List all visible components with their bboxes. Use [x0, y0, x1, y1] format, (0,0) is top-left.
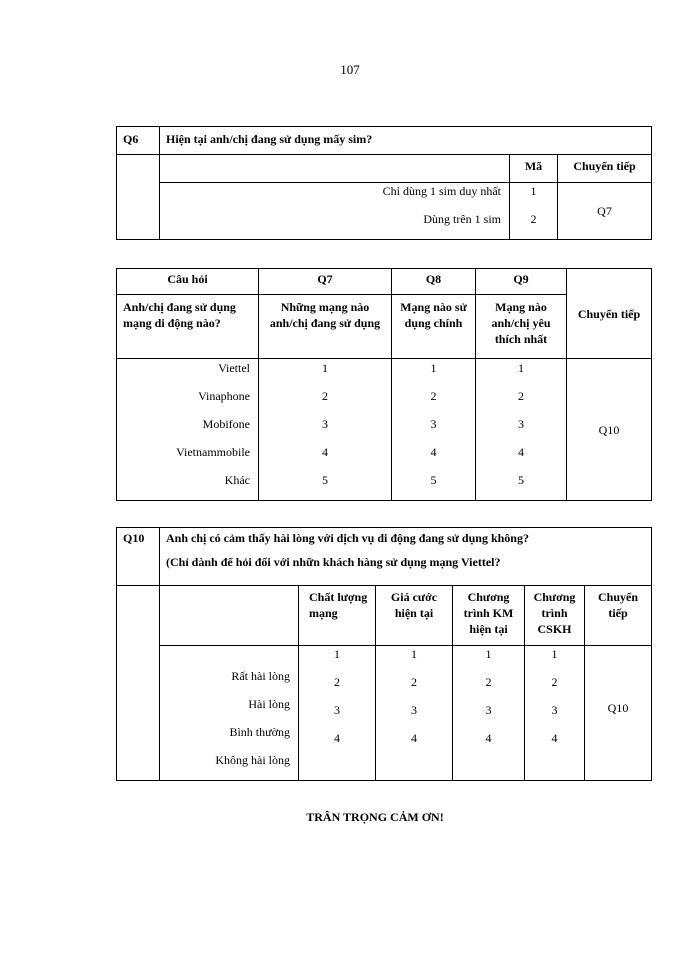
q6-option-2: Dùng trên 1 sim	[423, 212, 501, 226]
q6-col-next: Chuyển tiếp	[558, 155, 652, 183]
q7-code: 3	[322, 417, 328, 431]
q10-table	[116, 527, 652, 781]
q10-codes-promo	[453, 646, 525, 781]
q6-blank	[117, 155, 160, 240]
network-vietnammobile: Vietnammobile	[176, 445, 250, 459]
q10-header-blank	[160, 586, 299, 646]
level-very-satisfied: Rất hài lòng	[231, 669, 290, 683]
q10-code: 4	[334, 731, 340, 745]
q6-code-1: 1	[530, 184, 537, 198]
q79-networks	[117, 359, 259, 501]
q7-code: 5	[322, 473, 328, 487]
q9-code: 2	[518, 389, 524, 403]
q9-code: 3	[518, 417, 524, 431]
q8-code: 5	[430, 473, 437, 487]
q10-code: 2	[411, 675, 417, 689]
q10-codes-care	[525, 646, 585, 781]
network-other: Khác	[224, 473, 250, 487]
q6-header-blank	[160, 155, 510, 183]
q10-code: 4	[551, 731, 558, 745]
q10-code: 1	[411, 647, 417, 661]
q10-code: 4	[411, 731, 417, 745]
q10-code: 1	[551, 647, 558, 661]
q8-codes	[392, 359, 476, 501]
q10-code: Q10	[117, 528, 160, 586]
network-viettel: Viettel	[218, 361, 250, 375]
q9-codes	[476, 359, 567, 501]
q10-codes-quality	[299, 646, 376, 781]
q9-code: 5	[518, 473, 524, 487]
q6-code: Q6	[117, 127, 160, 155]
q8-code: 1	[430, 361, 437, 375]
q10-code: 2	[551, 675, 558, 689]
q10-col-price: Giá cước hiện tại	[376, 586, 453, 646]
q6-table	[116, 126, 652, 240]
q6-options	[160, 183, 510, 240]
q10-blank	[117, 586, 160, 781]
q6-next: Q7	[558, 183, 652, 240]
q10-note: (Chỉ dành để hỏi đối với nhữn khách hàng sử dụng mạng Viettel?	[166, 555, 501, 569]
q9-code: 1	[518, 361, 524, 375]
q10-code: 3	[411, 703, 417, 717]
q10-code: 3	[334, 703, 340, 717]
q10-codes-price	[376, 646, 453, 781]
q10-col-care: Chương trình CSKH	[525, 586, 585, 646]
q79-table	[116, 268, 652, 501]
q79-col-q9: Q9	[476, 269, 567, 295]
q10-col-promo: Chương trình KM hiện tại	[453, 586, 525, 646]
q10-question: Anh chị có cảm thấy hài lòng với dịch vụ di động đang sử dụng không?	[166, 531, 529, 545]
level-unsatisfied: Không hài lòng	[215, 753, 290, 767]
q6-question: Hiện tại anh/chị đang sử dụng mấy sim?	[160, 127, 652, 155]
q10-col-quality: Chất lượng mạng	[299, 586, 376, 646]
q7-codes	[259, 359, 392, 501]
q7-code: 4	[322, 445, 328, 459]
q6-codes	[510, 183, 558, 240]
q10-next: Q10	[585, 646, 652, 781]
q79-subcol-q9: Mạng nào anh/chị yêu thích nhất	[476, 295, 567, 359]
q79-header-question: Câu hỏi	[117, 269, 259, 295]
level-normal: Bình thường	[229, 725, 290, 739]
q10-code: 2	[334, 675, 340, 689]
q6-col-code: Mã	[510, 155, 558, 183]
page-number: 107	[340, 62, 360, 77]
q10-code: 4	[485, 731, 492, 745]
q10-code: 3	[485, 703, 492, 717]
q6-code-2: 2	[530, 212, 537, 226]
q10-levels	[160, 646, 299, 781]
q7-code: 1	[322, 361, 328, 375]
q10-col-next: Chuyển tiếp	[585, 586, 652, 646]
q79-subcol-q8: Mạng nào sử dụng chính	[392, 295, 476, 359]
q7-code: 2	[322, 389, 328, 403]
q8-code: 3	[430, 417, 437, 431]
q8-code: 4	[430, 445, 437, 459]
q10-code: 1	[485, 647, 492, 661]
q79-row-question: Anh/chị đang sử dụng mạng di động nào?	[117, 295, 259, 359]
q10-code: 2	[485, 675, 492, 689]
q79-subcol-q7: Những mạng nào anh/chị đang sử dụng	[259, 295, 392, 359]
q79-col-q8: Q8	[392, 269, 476, 295]
q6-option-1: Chỉ dùng 1 sim duy nhất	[382, 184, 501, 198]
network-mobifone: Mobifone	[202, 417, 250, 431]
q9-code: 4	[518, 445, 524, 459]
q10-code: 3	[551, 703, 558, 717]
q79-next: Q10	[567, 359, 652, 501]
q79-col-q7: Q7	[259, 269, 392, 295]
q79-col-next: Chuyển tiếp	[567, 269, 652, 359]
q8-code: 2	[430, 389, 437, 403]
closing-thanks: TRÂN TRỌNG CẢM ƠN!	[306, 810, 444, 824]
q10-question-cell	[160, 528, 652, 586]
network-vinaphone: Vinaphone	[198, 389, 250, 403]
level-satisfied: Hài lòng	[248, 697, 290, 711]
q10-code: 1	[334, 647, 340, 661]
